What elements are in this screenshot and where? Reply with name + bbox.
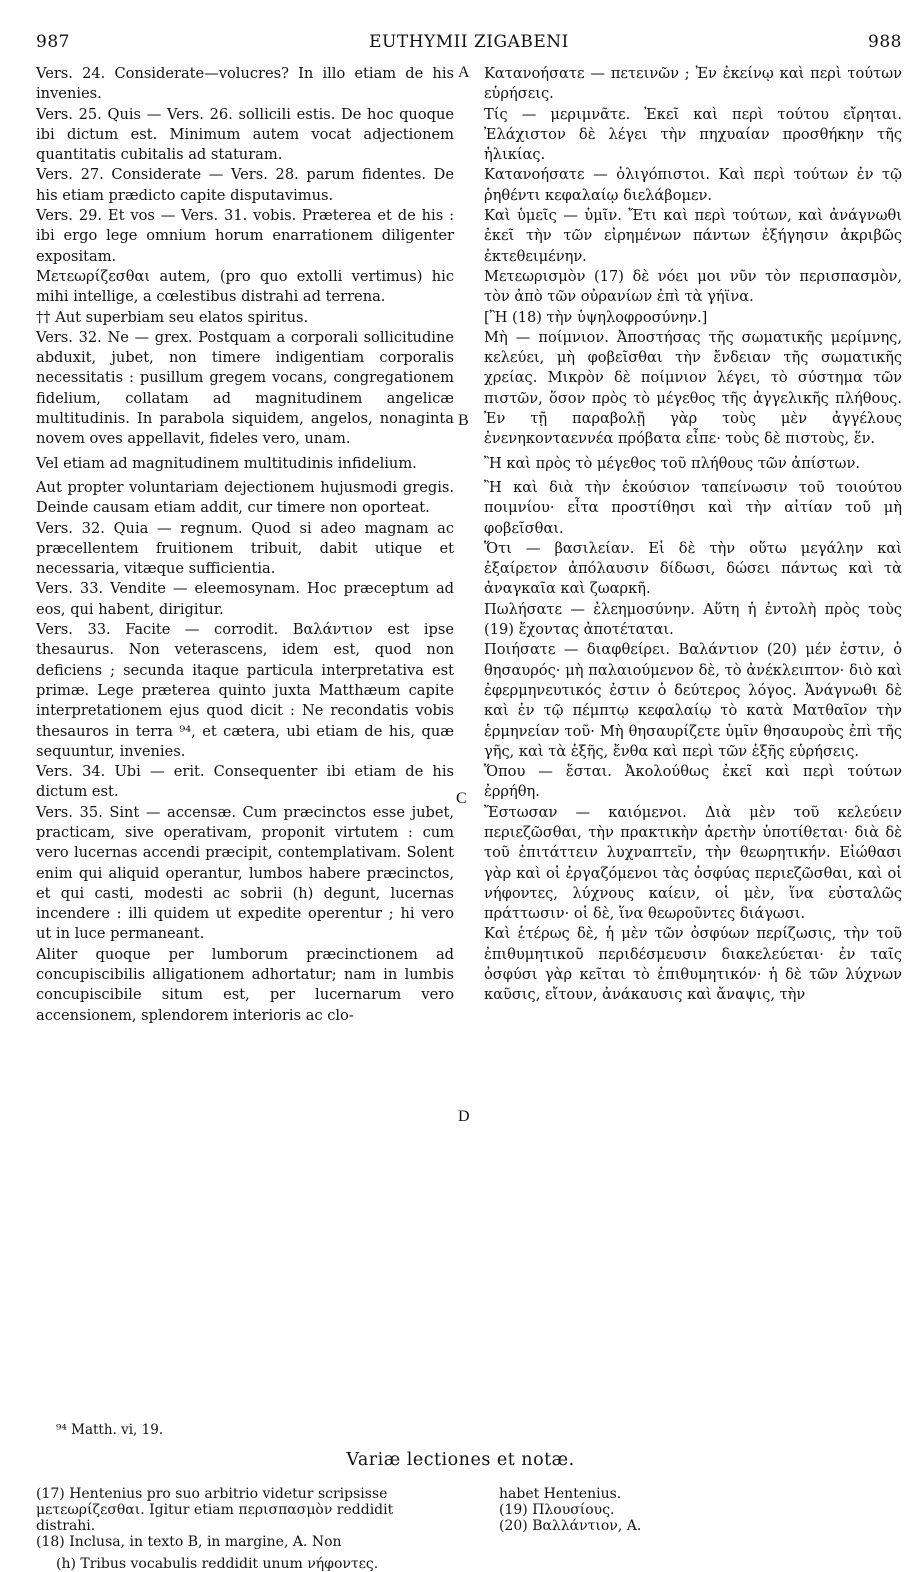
greek-paragraph: Ἢ καὶ διὰ τὴν ἑκούσιον ταπείνωσιν τοῦ τοιούτου ποιμνίου· εἶτα προστίθησι καὶ τὴν αἰτίαν τοῦ μὴ φοβεῖσθαι. — [484, 478, 902, 537]
greek-paragraph: Μετεωρισμὸν (17) δὲ νόει μοι νῦν τὸν περισπασμὸν, τὸν ἀπὸ τῶν οὐρανίων ἐπὶ τὰ γήϊνα. — [484, 267, 902, 306]
greek-column — [484, 64, 902, 1006]
page-number-right: 988 — [868, 32, 902, 52]
latin-paragraph: Aliter quoque per lumborum præcinctionem ad concupiscibilis alligationem adhortatur; nam in lumbis concupiscibile situm est, per lucernarum vero accensionem, splendorem interioris ac clo- — [36, 945, 454, 1024]
latin-column — [36, 64, 454, 1026]
notes-right-column — [499, 1486, 899, 1534]
running-title: EUTHYMII ZIGABENI — [369, 32, 569, 52]
margin-letter-b: B — [458, 412, 469, 429]
greek-paragraph: Καὶ ἑτέρως δὲ, ἡ μὲν τῶν ὀσφύων περίζωσις, τὴν τοῦ ἐπιθυμητικοῦ περιδέσμευσιν διακελεύεται· ἐν ταῖς ὀσφύσι γὰρ κεῖται τὸ ἐπιθυμητικόν· ἡ δὲ τῶν λύχνων καῦσις, εἴτουν, ἀνάκαυσις καὶ ἄναψις, τὴν — [484, 925, 902, 1004]
latin-paragraph: Vers. 33. Facite — corrodit. Βαλάντιον est ipse thesaurus. Non veterascens, idem est, quod non deficiens ; secunda itaque particula interpretativa est primæ. Lege præterea quinto juxta Matthæum capite interpretationem ejus quod dicit : Ne recondatis vobis thesauros in terra ⁹⁴, et cætera, ubi etiam de his, quæ sequuntur, invenies. — [36, 621, 454, 760]
greek-paragraph: Ὅτι — βασιλείαν. Εἰ δὲ τὴν οὕτω μεγάλην καὶ ἐξαίρετον ἀπόλαυσιν δίδωσι, δώσει πάντως καὶ τὰ ἀναγκαῖα καὶ ζωαρκῆ. — [484, 539, 902, 598]
greek-paragraph: Κατανοήσατε — πετεινῶν ; Ἐν ἐκείνῳ καὶ περὶ τούτων εὑρήσεις. — [484, 65, 902, 103]
latin-paragraph: Vers. 27. Considerate — Vers. 28. parum fidentes. De his etiam prædicto capite disputavimus. — [36, 166, 454, 204]
latin-paragraph: Aut propter voluntariam dejectionem hujusmodi gregis. Deinde causam etiam addit, cur timere non oporteat. — [36, 478, 454, 517]
latin-paragraph: Vers. 25. Quis — Vers. 26. sollicili estis. De hoc quoque ibi dictum est. Minimum autem vocat adjectionem quantitatis cubitalis ad staturam. — [36, 105, 454, 164]
latin-paragraph: Vers. 33. Vendite — eleemosynam. Hoc præceptum ad eos, qui habent, dirigitur. — [36, 580, 454, 618]
note-17: (17) Hentenius pro suo arbitrio videtur scripsisse μετεωρίζεσθαι. Igitur etiam περισπασμὸν reddidit distrahi. — [36, 1486, 394, 1534]
margin-letter-a: A — [458, 64, 470, 81]
greek-paragraph: [Ἢ (18) τὴν ὑψηλοφροσύνην.] — [484, 308, 708, 326]
margin-letter-c: C — [456, 790, 467, 807]
greek-paragraph: Ἢ καὶ πρὸς τὸ μέγεθος τοῦ πλήθους τῶν ἀπίστων. — [484, 454, 860, 472]
notes-title: Variæ lectiones et notæ. — [346, 1450, 575, 1470]
latin-paragraph: Vers. 32. Ne — grex. Postquam a corporali sollicitudine abduxit, jubet, non timere indigentiam corporalis necessitatis : pusillum gregem vocans, congregationem fidelium, collatam ad magnitudinem angelicæ multitudinis. In parabola siquidem, angelos, nonaginta novem oves appellavit, fideles vero, unam. — [36, 328, 454, 448]
greek-paragraph: Ἔστωσαν — καιόμενοι. Διὰ μὲν τοῦ κελεύειν περιεζῶσθαι, τὴν πρακτικὴν ἀρετὴν ὑποτίθεται· διὰ δὲ τοῦ ἐπιτάττειν λυχναπτεῖν, τὴν θεωρητικήν. Εἰώθασι γὰρ καὶ οἱ ἐργαζόμενοι τὰς ὀσφύας περιεζῶσθαι, καὶ οἱ νήφοντες, λύχνους καίειν, οἱ μὲν, ἵνα εὐσταλῶς πράττωσιν· οἱ δὲ, ἵνα θεωροῦντες διάγωσι. — [484, 803, 902, 923]
latin-paragraph: †† Aut superbiam seu elatos spiritus. — [36, 308, 309, 326]
latin-paragraph: Μετεωρίζεσθαι autem, (pro quo extolli vertimus) hic mihi intellige, a cœlestibus distrahi ad terrena. — [36, 267, 454, 306]
note-h: (h) Tribus vocabulis reddidit unum νήφοντες. — [56, 1556, 379, 1572]
page-number-left: 987 — [36, 32, 70, 52]
note-18-continued: habet Hentenius. — [499, 1486, 622, 1502]
latin-paragraph: Vers. 24. Considerate—volucres? In illo etiam de his invenies. — [36, 65, 454, 103]
note-20: (20) Βαλλάντιον, A. — [499, 1518, 642, 1534]
notes-left-column — [36, 1486, 456, 1550]
latin-paragraph: Vel etiam ad magnitudinem multitudinis infidelium. — [36, 454, 417, 472]
latin-paragraph: Vers. 35. Sint — accensæ. Cum præcinctos esse jubet, practicam, sive operativam, proponit virtutem : cum vero lucernas accendi præcipit, contemplativam. Solent enim qui aliquid operantur, lumbos habere præcinctos, et qui casti, modesti ac sobrii (h) degunt, lucernas incendere : illi quidem ut expedite operentur ; hi vero ut in luce permaneant. — [36, 803, 454, 943]
greek-paragraph: Μὴ — ποίμνιον. Ἀποστήσας τῆς σωματικῆς μερίμνης, κελεύει, μὴ φοβεῖσθαι τὴν ἔνδειαν τῆς σωματικῆς χρείας. Μικρὸν δὲ ποίμνιον λέγει, τὸ σύστημα τῶν πιστῶν, ὅσον πρὸς τὸ μέγεθος τῆς ἀγγελικῆς πλήθους. Ἐν τῇ παραβολῇ γὰρ τοὺς μὲν ἀγγέλους ἐνενηκονταεννέα πρόβατα εἶπε· τοὺς δὲ πιστοὺς, ἕν. — [484, 328, 902, 448]
greek-paragraph: Πωλήσατε — ἐλεημοσύνην. Αὕτη ἡ ἐντολὴ πρὸς τοὺς (19) ἔχοντας ἀποτέταται. — [484, 600, 902, 639]
latin-paragraph: Vers. 34. Ubi — erit. Consequenter ibi etiam de his dictum est. — [36, 763, 454, 801]
greek-paragraph: Κατανοήσατε — ὀλιγόπιστοι. Καὶ περὶ τούτων ἐν τῷ ῥηθέντι κεφαλαίῳ διελάβομεν. — [484, 166, 902, 204]
greek-paragraph: Ὅπου — ἔσται. Ἀκολούθως ἐκεῖ καὶ περὶ τούτων ἐρρήθη. — [484, 763, 902, 801]
latin-paragraph: Vers. 32. Quia — regnum. Quod si adeo magnam ac præcellentem fruitionem tribuit, dabit utique et necessaria, vitæque sufficientia. — [36, 519, 454, 578]
running-header — [36, 32, 902, 56]
footnote: ⁹⁴ Matth. vi, 19. — [56, 1422, 164, 1438]
latin-paragraph: Vers. 29. Et vos — Vers. 31. vobis. Præterea et de his : ibi ergo lege omnium horum enarrationem diligenter expositam. — [36, 207, 454, 265]
greek-paragraph: Καὶ ὑμεῖς — ὑμῖν. Ἔτι καὶ περὶ τούτων, καὶ ἀνάγνωθι ἐκεῖ τὴν τῶν εἰρημένων πάντων ἐξήγησιν ἀκριβῶς ἐκτεθειμένην. — [484, 207, 902, 265]
note-19: (19) Πλουσίους. — [499, 1502, 615, 1518]
margin-letter-d: D — [458, 1108, 470, 1125]
note-18: (18) Inclusa, in texto B, in margine, A. Non — [36, 1534, 342, 1550]
greek-paragraph: Ποιήσατε — διαφθείρει. Βαλάντιον (20) μέν ἐστιν, ὁ θησαυρός· μὴ παλαιούμενον δὲ, τὸ ἀνέκλειπτον· διὸ καὶ ἐφερμηνευτικός ἐστιν ὁ δεύτερος λόγος. Ἀνάγνωθι δὲ καὶ ἐν τῷ πέμπτῳ κεφαλαίῳ τὸ κατὰ Ματθαῖον τὴν ἑρμηνείαν τοῦ· Μὴ θησαυρίζετε ὑμῖν θησαυροὺς ἐπὶ τῆς γῆς, καὶ τὰ ἑξῆς, ἔνθα καὶ περὶ τῶν ἑξῆς εὑρήσεις. — [484, 641, 902, 760]
greek-paragraph: Τίς — μεριμνᾶτε. Ἐκεῖ καὶ περὶ τούτου εἴρηται. Ἐλάχιστον δὲ λέγει τὴν πηχυαίαν προσθήκην τῆς ἡλικίας. — [484, 105, 902, 164]
